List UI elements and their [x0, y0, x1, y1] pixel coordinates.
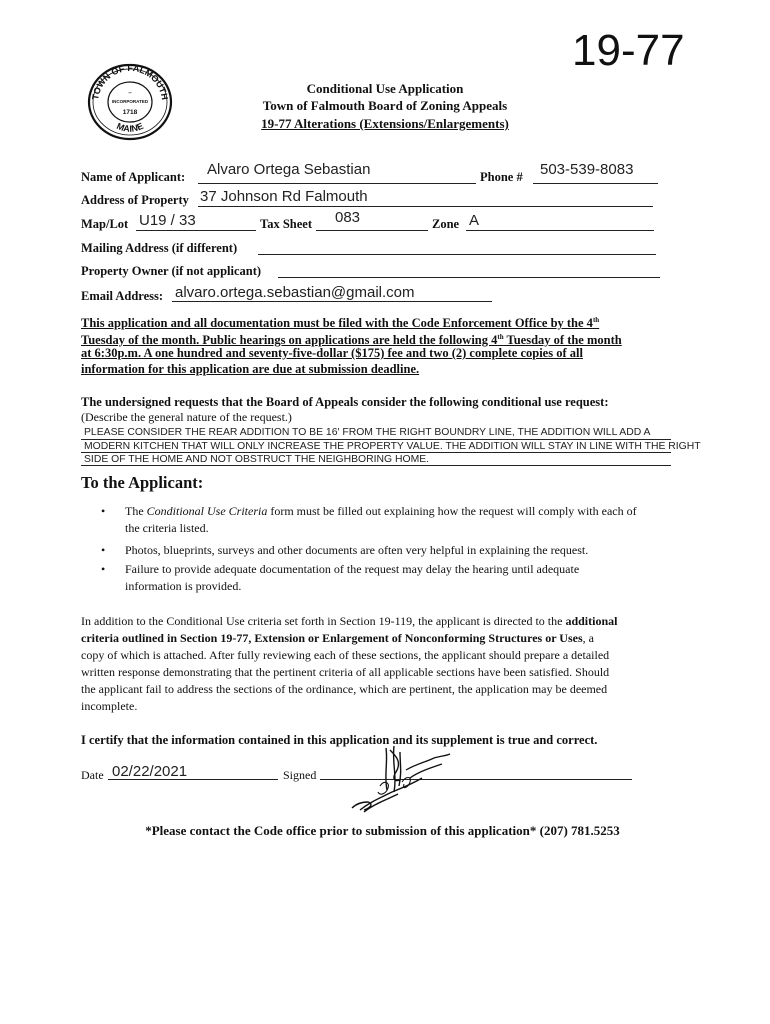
- signature-icon[interactable]: [350, 742, 460, 816]
- address-label: Address of Property: [81, 193, 189, 207]
- filing-notice-line2: Tuesday of the month. Public hearings on applications are held the following 4th Tuesday of the month: [81, 333, 622, 348]
- filing-notice-line1: This application and all documentation must be filed with the Code Enforcement Office by the 4th: [81, 316, 600, 331]
- filing-notice-line3: at 6:30p.m. A one hundred and seventy-five-dollar ($175) fee and two (2) complete copies of all: [81, 346, 583, 360]
- phone-field[interactable]: 503-539-8083: [540, 161, 634, 178]
- header-line3: 19-77 Alterations (Extensions/Enlargements): [261, 116, 509, 131]
- to-applicant-heading: To the Applicant:: [81, 473, 204, 492]
- bullet-1: • The Conditional Use Criteria form must be filled out explaining how the request will comply with each of the criteria listed.: [101, 504, 637, 535]
- svg-text:--: --: [128, 90, 132, 96]
- criteria-paragraph: In addition to the Conditional Use criteria set forth in Section 19-119, the applicant is directed to the additional criteria outlined in Section 19-77, Extension or Enlargement of Nonconforming Structures or Uses, a copy of which is attached. After fully reviewing each of these sections, the applicant should prepare a detailed written response demonstrating that the pertinent criteria of all applicable sections have been satisfied. Should the applicant fail to address the sections of the ordinance, which are pertinent, the application may be deemed incomplete.: [81, 614, 618, 713]
- header-line2: Town of Falmouth Board of Zoning Appeals: [262, 98, 508, 113]
- mailing-label: Mailing Address (if different): [81, 241, 238, 255]
- applicant-name-field[interactable]: Alvaro Ortega Sebastian: [207, 161, 371, 178]
- request-line3[interactable]: SIDE OF THE HOME AND NOT OBSTRUCT THE NEIGHBORING HOME.: [84, 454, 430, 465]
- maplot-label: Map/Lot: [81, 217, 129, 231]
- seal-year: 1718: [122, 109, 138, 116]
- form-number: 19-77: [572, 26, 685, 75]
- taxsheet-field[interactable]: 083: [335, 209, 361, 226]
- request-subheading: (Describe the general nature of the request.): [81, 410, 292, 424]
- request-heading: The undersigned requests that the Board of Appeals consider the following conditional use request:: [81, 395, 609, 409]
- owner-label: Property Owner (if not applicant): [81, 264, 262, 278]
- certify-statement: I certify that the information contained in this application and its supplement is true and correct.: [81, 733, 598, 747]
- header-line1: Conditional Use Application: [306, 81, 464, 96]
- email-field[interactable]: alvaro.ortega.sebastian@gmail.com: [175, 284, 415, 301]
- applicant-label: Name of Applicant:: [81, 170, 186, 184]
- seal-bottom-text: MAINE: [115, 120, 145, 134]
- address-field[interactable]: 37 Johnson Rd Falmouth: [200, 188, 368, 205]
- bullet-2: • Photos, blueprints, surveys and other documents are often very helpful in explaining the request.: [101, 543, 589, 557]
- taxsheet-label: Tax Sheet: [260, 217, 312, 231]
- owner-field[interactable]: [278, 261, 660, 277]
- mailing-field[interactable]: [258, 238, 656, 254]
- signed-label: Signed: [283, 768, 317, 782]
- bullet-3: • Failure to provide adequate documentation of the request may delay the hearing until adequate information is provided.: [101, 562, 580, 593]
- phone-label: Phone #: [480, 170, 523, 184]
- date-field[interactable]: 02/22/2021: [112, 763, 188, 780]
- request-line1[interactable]: PLEASE CONSIDER THE REAR ADDITION TO BE 16' FROM THE RIGHT BOUNDRY LINE, THE ADDITION WILL ADD A: [84, 427, 651, 438]
- zone-field[interactable]: A: [469, 212, 480, 229]
- footer-contact-note: *Please contact the Code office prior to submission of this application* (207) 781.5253: [145, 823, 620, 838]
- email-label: Email Address:: [81, 289, 164, 303]
- zone-label: Zone: [432, 217, 460, 231]
- seal-mid-text: INCORPORATED: [111, 99, 149, 104]
- request-line2[interactable]: MODERN KITCHEN THAT WILL ONLY INCREASE THE PROPERTY VALUE. THE ADDITION WILL STAY IN LINE WITH THE RIGHT: [84, 441, 701, 452]
- date-label: Date: [81, 768, 104, 782]
- filing-notice-line4: information for this application are due at submission deadline.: [81, 362, 420, 376]
- seal-top-text: TOWN OF FALMOUTH: [90, 63, 170, 101]
- maplot-field[interactable]: U19 / 33: [139, 212, 196, 229]
